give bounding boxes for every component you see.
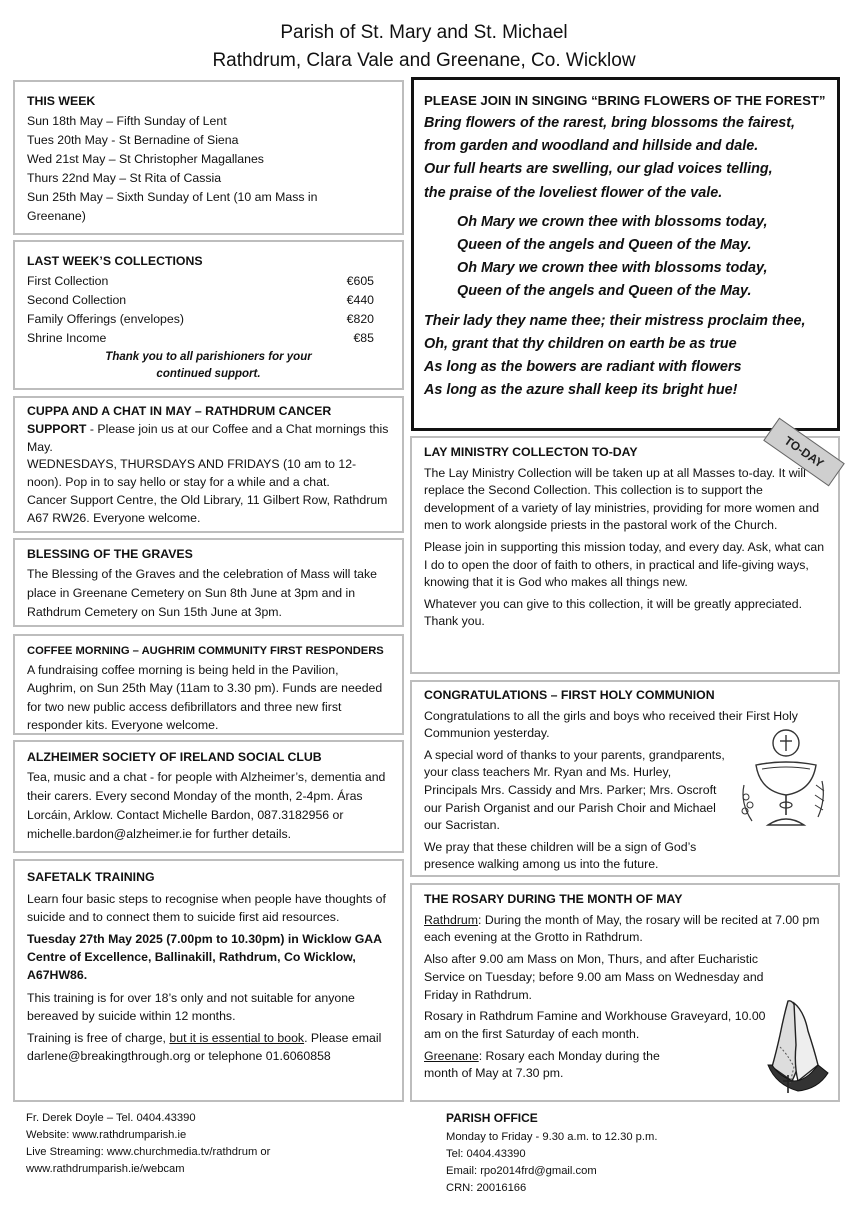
collection-label: Shrine Income bbox=[27, 331, 107, 345]
hymn-line: As long as the bowers are radiant with flowers bbox=[424, 359, 742, 376]
hymn-line: As long as the azure shall keep its bright hue! bbox=[424, 382, 738, 399]
collections-thanks: Thank you to all parishioners for your continued support. bbox=[105, 351, 312, 380]
communion-title: CONGRATULATIONS – FIRST HOLY COMMUNION bbox=[424, 688, 715, 702]
collections-section bbox=[13, 240, 404, 390]
hymn-line: the praise of the loveliest flower of the vale. bbox=[424, 184, 723, 201]
lay-ministry-p1: The Lay Ministry Collection will be taken up at all Masses to-day. It will replace the Second Collection. This collection is to support the development of a variety of lay ministries, providing for more women and men to work alongside priests in the pastoral work of the Church. bbox=[424, 465, 820, 533]
cuppa-days: WEDNESDAYS, THURSDAYS AND FRIDAYS (10 am to 12-noon). Pop in to say hello or stay for a while and a chat. bbox=[27, 457, 357, 490]
parish-title: Parish of St. Mary and St. Michael bbox=[280, 22, 568, 43]
hymn-section bbox=[411, 77, 840, 431]
this-week-item: Wed 21st May – St Christopher Magallanes bbox=[27, 152, 264, 166]
collection-label: First Collection bbox=[27, 274, 109, 288]
rosary-p3: Rosary in Rathdrum Famine and Workhouse Graveyard, 10.00 am on the first Saturday of each month. bbox=[424, 1009, 766, 1041]
parish-subtitle: Rathdrum, Clara Vale and Greenane, Co. Wicklow bbox=[212, 50, 636, 71]
this-week-item: Thurs 22nd May – St Rita of Cassia bbox=[27, 171, 222, 185]
collection-amount: €605 bbox=[346, 274, 374, 288]
safetalk-date: Tuesday 27th May 2025 (7.00pm to 10.30pm) in Wicklow GAA Centre of Excellence, Ballinakill, Rathdrum, Co Wicklow, A67HW86. bbox=[27, 932, 382, 983]
hymn-line: Queen of the angels and Queen of the May. bbox=[457, 237, 752, 254]
lay-ministry-p3: Whatever you can give to this collection, it will be greatly appreciated. Thank you. bbox=[424, 596, 802, 629]
livestream-link[interactable]: Live Streaming: www.churchmedia.tv/rathdrum or bbox=[26, 1146, 271, 1158]
hymn-line: Our full hearts are swelling, our glad voices telling, bbox=[424, 161, 773, 178]
alzheimer-section bbox=[13, 740, 404, 853]
rosary-p2: Also after 9.00 am Mass on Mon, Thurs, and after Eucharistic Service on Tuesday; before 9.00 am Mass on Wednesday and Friday in Rathdrum. bbox=[424, 952, 764, 1002]
webcam-link[interactable]: www.rathdrumparish.ie/webcam bbox=[26, 1163, 185, 1175]
collection-label: Second Collection bbox=[27, 293, 127, 307]
safetalk-p1: Learn four basic steps to recognise when people have thoughts of suicide and to connect them to suicide first aid resources. bbox=[27, 892, 386, 925]
collection-amount: €85 bbox=[353, 331, 374, 345]
hymn-title: PLEASE JOIN IN SINGING “BRING FLOWERS OF THE FOREST” bbox=[424, 93, 826, 108]
rosary-place-greenane: Greenane bbox=[424, 1048, 479, 1063]
this-week-item: Sun 18th May – Fifth Sunday of Lent bbox=[27, 114, 227, 128]
this-week-item: Tues 20th May - St Bernadine of Siena bbox=[27, 133, 239, 147]
safetalk-p3: This training is for over 18’s only and not suitable for anyone bereaved by suicide within 12 months. bbox=[27, 990, 355, 1023]
hymn-line: Oh, grant that thy children on earth be as true bbox=[424, 335, 737, 352]
this-week-item: Sun 25th May – Sixth Sunday of Lent (10 am Mass in Greenane) bbox=[27, 190, 318, 223]
hymn-line: Oh Mary we crown thee with blossoms today, bbox=[457, 213, 768, 230]
rosary-p1-text: : During the month of May, the rosary will be recited at 7.00 pm each evening at the Grotto in Rathdrum. bbox=[424, 912, 820, 945]
this-week-title: THIS WEEK bbox=[27, 94, 96, 108]
this-week-section bbox=[13, 80, 404, 235]
cuppa-intro: - Please join us at our Coffee and a Chat mornings this May. bbox=[27, 421, 389, 454]
safetalk-title: SAFETALK TRAINING bbox=[27, 870, 155, 884]
hymn-line: Queen of the angels and Queen of the May. bbox=[457, 283, 752, 300]
chalice-icon bbox=[738, 725, 828, 837]
rosary-p1 bbox=[424, 912, 826, 947]
hymn-line: Bring flowers of the rarest, bring blossoms the fairest, bbox=[424, 115, 796, 131]
collection-amount: €440 bbox=[346, 293, 374, 307]
collection-row bbox=[27, 272, 390, 291]
parish-office bbox=[446, 1110, 657, 1197]
priest-contact: Fr. Derek Doyle – Tel. 0404.43390 bbox=[26, 1112, 196, 1124]
cuppa-section bbox=[13, 396, 404, 533]
safetalk-p4-b: . Please email darlene@breakingthrough.org or telephone 01.6060858 bbox=[27, 1030, 382, 1063]
safetalk-section bbox=[13, 859, 404, 1102]
parish-office-email[interactable]: Email: rpo2014frd@gmail.com bbox=[446, 1165, 597, 1177]
safetalk-p4 bbox=[27, 1029, 390, 1065]
rosary-p4-text: : Rosary each Monday during the month of May at 7.30 pm. bbox=[424, 1048, 660, 1081]
cuppa-title: CUPPA AND A CHAT IN MAY – RATHDRUM CANCER SUPPORT bbox=[27, 404, 332, 436]
alzheimer-title: ALZHEIMER SOCIETY OF IRELAND SOCIAL CLUB bbox=[27, 750, 322, 764]
collection-row bbox=[27, 329, 390, 348]
coffee-title: COFFEE MORNING – AUGHRIM COMMUNITY FIRST RESPONDERS bbox=[27, 645, 384, 657]
hymn-verse1 bbox=[424, 112, 827, 205]
graves-body: The Blessing of the Graves and the celebration of Mass will take place in Greenane Cemetery on Sun 8th June at 3pm and in Rathdrum Cemetery on Sun 15th June at 3pm. bbox=[27, 567, 377, 619]
safetalk-p4-a: Training is free of charge, bbox=[27, 1030, 170, 1045]
collection-label: Family Offerings (envelopes) bbox=[27, 312, 184, 326]
cuppa-text bbox=[27, 403, 390, 456]
communion-p3: We pray that these children will be a sign of God’s presence walking among us into the future. bbox=[424, 839, 697, 872]
rosary-place-rathdrum: Rathdrum bbox=[424, 912, 478, 927]
communion-p1: Congratulations to all the girls and boys who received their First Holy Communion yesterday. bbox=[424, 708, 798, 741]
graves-section bbox=[13, 538, 404, 627]
lay-ministry-title: LAY MINISTRY COLLECTON TO-DAY bbox=[424, 445, 638, 459]
coffee-body: A fundraising coffee morning is being held in the Pavilion, Aughrim, on Sun 25th May (11am to 3.30 pm). Funds are needed for two new public access defibrillators and three new first responder kits. Everyone welcome. bbox=[27, 663, 383, 732]
cuppa-address: Cancer Support Centre, the Old Library, 11 Gilbert Row, Rathdrum A67 RW26. Everyone welcome. bbox=[27, 492, 388, 525]
parish-office-title: PARISH OFFICE bbox=[446, 1111, 538, 1125]
hymn-chorus bbox=[424, 211, 827, 304]
hymn-line: Oh Mary we crown thee with blossoms today, bbox=[457, 260, 768, 277]
hymn-line: Their lady they name thee; their mistress proclaim thee, bbox=[424, 312, 806, 329]
collections-title: LAST WEEK’S COLLECTIONS bbox=[27, 254, 203, 268]
communion-p2: A special word of thanks to your parents, grandparents, your class teachers Mr. Ryan and Ms. Hurley, Principals Mrs. Cassidy and Mrs. Parker; Mrs. Oscroft our Parish Organist and our Parish Choir and Michael our Sacristan. bbox=[424, 747, 725, 833]
parish-office-hours: Monday to Friday - 9.30 a.m. to 12.30 p.m. bbox=[446, 1131, 658, 1143]
graves-title: BLESSING OF THE GRAVES bbox=[27, 547, 193, 561]
collection-row bbox=[27, 310, 390, 329]
coffee-section bbox=[13, 634, 404, 735]
praying-hands-icon bbox=[758, 995, 836, 1095]
safetalk-p4-underlined: but it is essential to book bbox=[169, 1030, 305, 1045]
collection-row bbox=[27, 291, 390, 310]
lay-ministry-section bbox=[410, 436, 840, 674]
hymn-verse2 bbox=[424, 310, 827, 403]
today-stamp: TO-DAY bbox=[763, 418, 845, 487]
alzheimer-body: Tea, music and a chat - for people with Alzheimer’s, dementia and their carers. Every second Monday of the month, 2-4pm. Áras Lorcáin, Arklow. Contact Michelle Bardon, 087.3182956 or michelle.bardon@alzheimer.ie for further details. bbox=[27, 770, 386, 841]
website-link[interactable]: Website: www.rathdrumparish.ie bbox=[26, 1129, 187, 1141]
rosary-title: THE ROSARY DURING THE MONTH OF MAY bbox=[424, 892, 683, 906]
footer-contact bbox=[26, 1110, 270, 1178]
lay-ministry-p2: Please join in supporting this mission today, and every day. Ask, what can I do to open the door of faith to others, in practical and life-giving ways, knowing that it is God who makes all things new. bbox=[424, 539, 825, 590]
parish-office-tel: Tel: 0404.43390 bbox=[446, 1148, 526, 1160]
collection-amount: €820 bbox=[346, 312, 374, 326]
parish-office-crn: CRN: 20016166 bbox=[446, 1182, 527, 1194]
hymn-line: from garden and woodland and hillside and dale. bbox=[424, 138, 759, 155]
